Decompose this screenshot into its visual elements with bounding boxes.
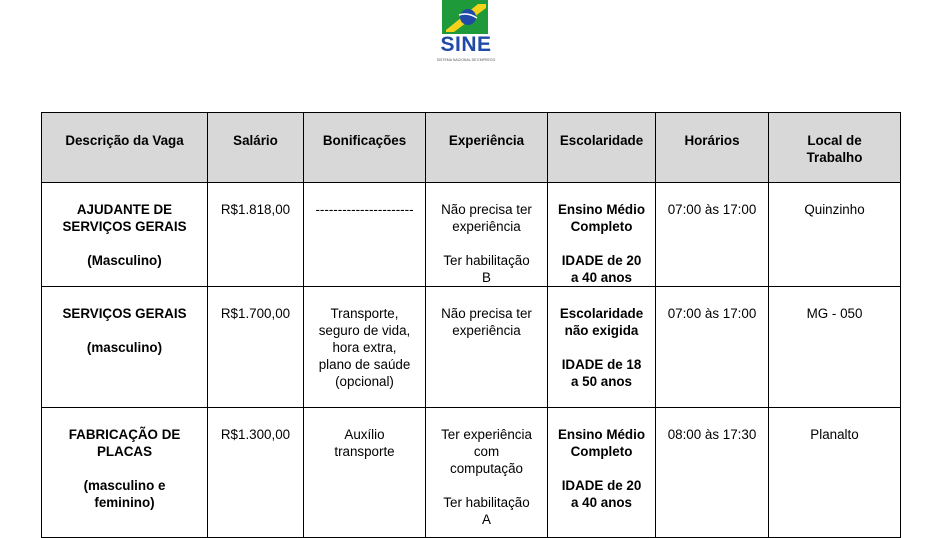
cell-salario: R$1.700,00 (208, 287, 304, 408)
cell-bonificacoes: ---------------------- (304, 183, 426, 287)
table-row (42, 183, 901, 287)
cell-experiencia: Não precisa ter experiência (426, 287, 548, 408)
brazil-flag-icon (442, 0, 488, 34)
logo-tagline: SISTEMA NACIONAL DE EMPREGO (436, 58, 496, 62)
cell-horarios: 08:00 às 17:30 (656, 408, 769, 538)
header-descricao: Descrição da Vaga (42, 113, 208, 183)
cell-bonificacoes: Transporte, seguro de vida, hora extra, plano de saúde (opcional) (304, 287, 426, 408)
sine-logo (430, 0, 502, 64)
logo-wordmark: SINE (440, 33, 492, 56)
cell-horarios: 07:00 às 17:00 (656, 183, 769, 287)
header-escolaridade: Escolaridade (548, 113, 656, 183)
cell-horarios: 07:00 às 17:00 (656, 287, 769, 408)
header-row (42, 113, 901, 183)
header-bonificacoes: Bonificações (304, 113, 426, 183)
cell-local: Planalto (769, 408, 901, 538)
cell-escolaridade: Ensino Médio Completo IDADE de 20 a 40 anos (548, 408, 656, 538)
job-listings-table (41, 112, 901, 538)
cell-escolaridade: Ensino Médio Completo IDADE de 20 a 40 anos (548, 183, 656, 287)
header-horarios: Horários (656, 113, 769, 183)
table-row (42, 408, 901, 538)
cell-experiencia: Não precisa ter experiência Ter habilitação B (426, 183, 548, 287)
cell-descricao: AJUDANTE DE SERVIÇOS GERAIS (Masculino) (42, 183, 208, 287)
table-row (42, 287, 901, 408)
header-local: Local de Trabalho (769, 113, 901, 183)
cell-descricao: FABRICAÇÃO DE PLACAS (masculino e feminino) (42, 408, 208, 538)
header-experiencia: Experiência (426, 113, 548, 183)
cell-salario: R$1.818,00 (208, 183, 304, 287)
cell-local: MG - 050 (769, 287, 901, 408)
cell-escolaridade: Escolaridade não exigida IDADE de 18 a 50 anos (548, 287, 656, 408)
header-salario: Salário (208, 113, 304, 183)
cell-bonificacoes: Auxílio transporte (304, 408, 426, 538)
cell-descricao: SERVIÇOS GERAIS (masculino) (42, 287, 208, 408)
cell-experiencia: Ter experiência com computação Ter habilitação A (426, 408, 548, 538)
cell-local: Quinzinho (769, 183, 901, 287)
cell-salario: R$1.300,00 (208, 408, 304, 538)
